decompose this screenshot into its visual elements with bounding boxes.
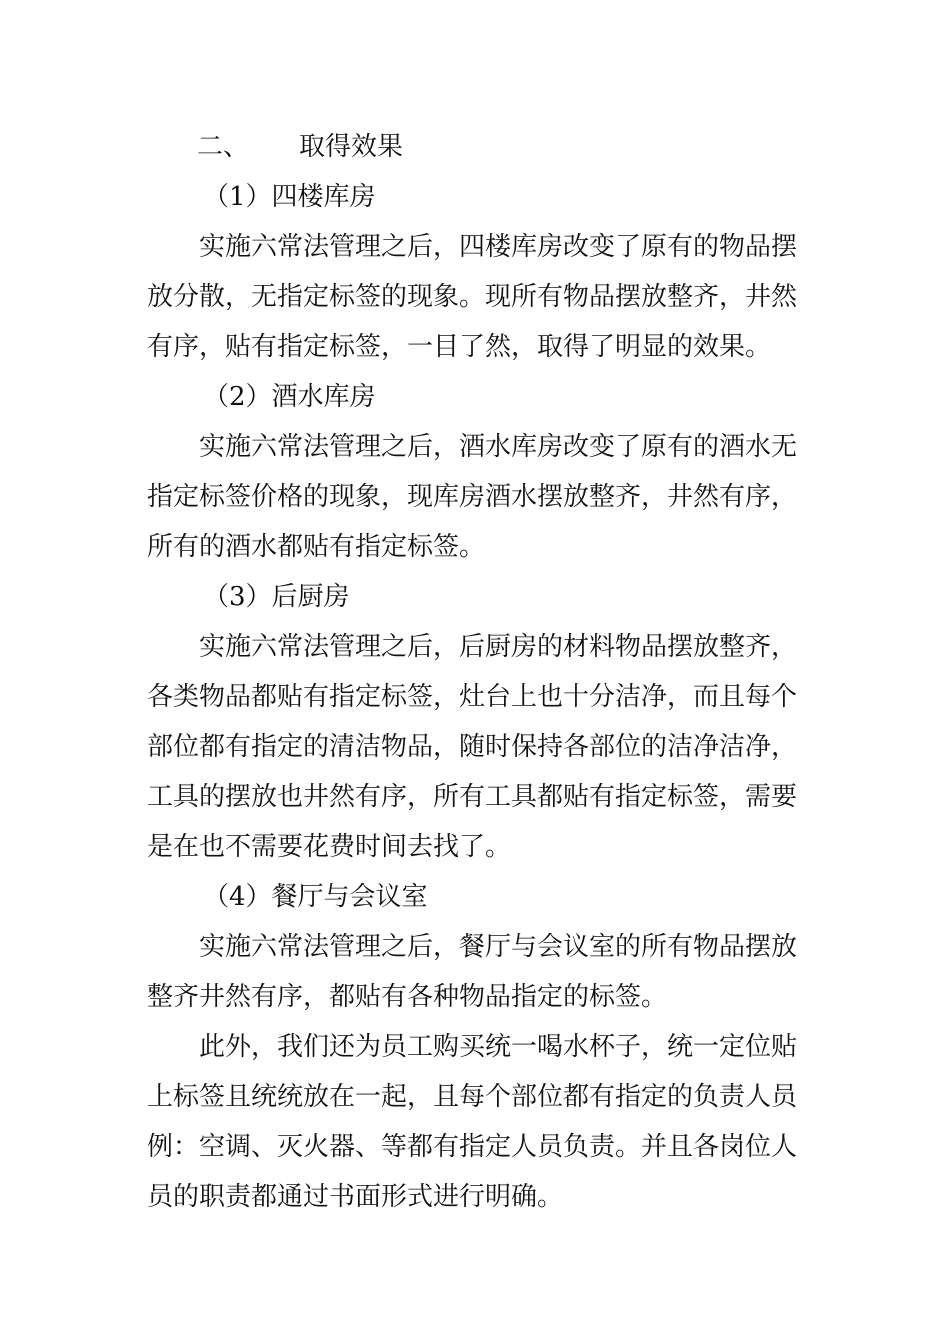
- item-3-line-1: 实施六常法管理之后，后厨房的材料物品摆放整齐，: [199, 632, 798, 662]
- closing-line-1: 此外，我们还为员工购买统一喝水杯子，统一定位贴: [199, 1032, 798, 1062]
- item-1-line-2: 放分散，无指定标签的现象。现所有物品摆放整齐，井然: [147, 282, 798, 312]
- item-4-line-2: 整齐井然有序，都贴有各种物品指定的标签。: [147, 982, 668, 1012]
- item-heading-4: （4）餐厅与会议室: [203, 882, 428, 912]
- item-3-line-5: 是在也不需要花费时间去找了。: [147, 832, 512, 862]
- item-2-line-2: 指定标签价格的现象，现库房酒水摆放整齐，井然有序，: [147, 482, 798, 512]
- section-title: 取得效果: [299, 132, 404, 162]
- item-heading-2: （2）酒水库房: [203, 382, 376, 412]
- item-heading-1: （1）四楼库房: [203, 182, 376, 212]
- closing-line-4: 员的职责都通过书面形式进行明确。: [147, 1182, 564, 1212]
- item-3-line-3: 部位都有指定的清洁物品，随时保持各部位的洁净洁净，: [147, 732, 798, 762]
- item-2-line-3: 所有的酒水都贴有指定标签。: [147, 532, 486, 562]
- closing-line-3: 例：空调、灭火器、等都有指定人员负责。并且各岗位人: [147, 1132, 798, 1162]
- item-1-line-1: 实施六常法管理之后，四楼库房改变了原有的物品摆: [199, 232, 798, 262]
- document-page: [147, 122, 807, 1222]
- item-4-line-1: 实施六常法管理之后，餐厅与会议室的所有物品摆放: [199, 932, 798, 962]
- section-number: 二、: [197, 132, 250, 162]
- item-3-line-2: 各类物品都贴有指定标签，灶台上也十分洁净，而且每个: [147, 682, 798, 712]
- item-heading-3: （3）后厨房: [203, 582, 350, 612]
- section-heading: [147, 122, 807, 172]
- item-2-line-1: 实施六常法管理之后，酒水库房改变了原有的酒水无: [199, 432, 798, 462]
- item-1-line-3: 有序，贴有指定标签，一目了然，取得了明显的效果。: [147, 332, 772, 362]
- closing-line-2: 上标签且统统放在一起，且每个部位都有指定的负责人员: [147, 1082, 798, 1112]
- item-3-line-4: 工具的摆放也井然有序，所有工具都贴有指定标签，需要: [147, 782, 798, 812]
